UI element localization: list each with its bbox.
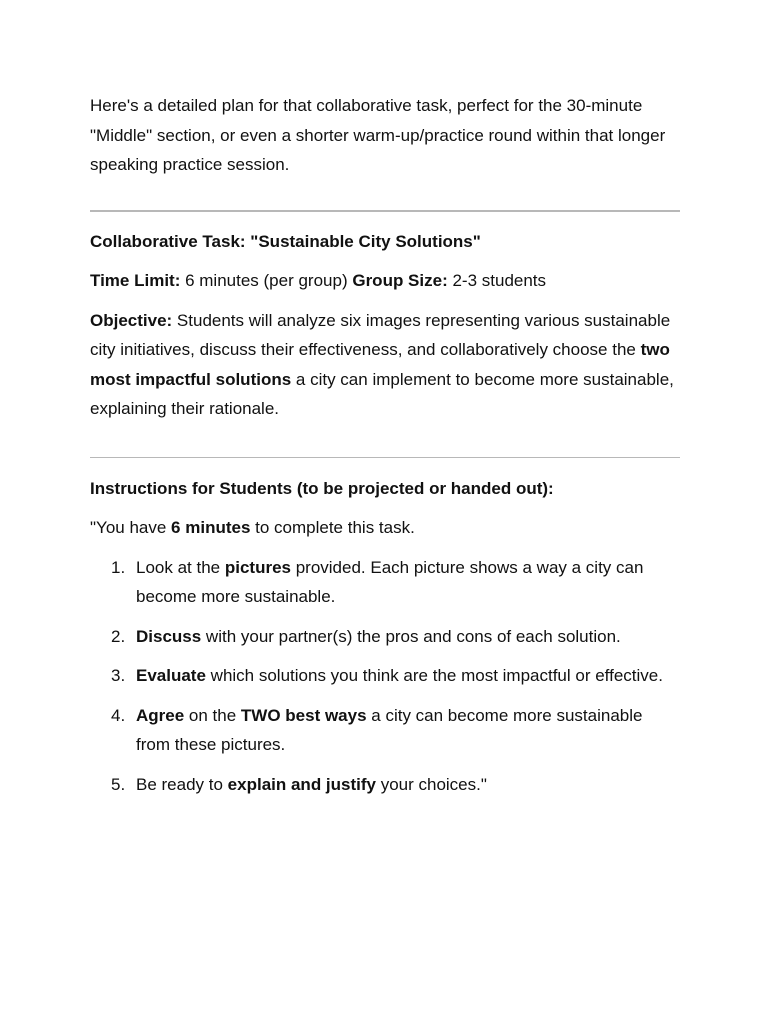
step-emphasis: pictures [224, 557, 291, 577]
intro-paragraph: Here's a detailed plan for that collaborative task, perfect for the 30-minute "Middle" section, or even a shorter warm-up/practice round within that longer speaking practice session. [90, 96, 666, 174]
task-meta [90, 266, 680, 296]
step-emphasis: TWO best ways [240, 705, 367, 725]
instruction-step [90, 701, 680, 760]
step-emphasis: Discuss [136, 626, 202, 646]
objective-label: Objective: [90, 310, 173, 330]
task-title: Collaborative Task: "Sustainable City Solutions" [90, 231, 481, 251]
time-limit-label: Time Limit: [90, 271, 181, 290]
instruction-step [90, 553, 680, 612]
step-emphasis: Evaluate [136, 666, 206, 685]
step-number: 4. [111, 705, 126, 725]
time-limit-value: 6 minutes (per group) [180, 271, 353, 290]
instruction-step [90, 622, 680, 652]
section-divider-1 [90, 210, 680, 212]
instructions-intro-before: "You have [90, 518, 172, 537]
step-text: with your partner(s) the pros and cons of each solution. [201, 626, 621, 646]
step-text: on the [184, 705, 241, 725]
objective-paragraph [90, 306, 680, 424]
instructions-intro [90, 513, 680, 543]
document-content [90, 91, 680, 799]
step-number: 1. [111, 557, 126, 577]
step-text: Look at the [136, 557, 225, 577]
group-size-value: 2-3 students [447, 271, 547, 290]
step-text: which solutions you think are the most impactful or effective. [205, 666, 663, 685]
instructions-title: Instructions for Students (to be projected or handed out): [90, 478, 554, 498]
step-emphasis: Agree [136, 705, 185, 725]
step-text: your choices." [375, 774, 487, 794]
step-number: 3. [111, 666, 126, 685]
objective-emphasis: two most impactful solutions [90, 340, 670, 389]
group-size-label: Group Size: [352, 271, 448, 290]
step-emphasis: explain and justify [227, 774, 376, 794]
instructions-intro-after: to complete this task. [250, 518, 415, 537]
instructions-intro-emphasis: 6 minutes [171, 518, 251, 537]
step-number: 5. [111, 774, 126, 794]
step-text: a city can become more sustainable from these pictures. [136, 705, 643, 754]
instruction-steps-list [90, 553, 680, 800]
step-text: Be ready to [136, 774, 228, 794]
instruction-step [90, 770, 680, 800]
objective-text-after: a city can implement to become more sustainable, explaining their rationale. [90, 369, 674, 418]
step-text: provided. Each picture shows a way a city can become more sustainable. [136, 557, 644, 606]
instruction-step [90, 661, 680, 691]
step-number: 2. [111, 626, 126, 646]
section-divider-2 [90, 457, 680, 458]
objective-text-before: Students will analyze six images representing various sustainable city initiatives, discuss their effectiveness, and collaboratively choose the [90, 310, 671, 359]
